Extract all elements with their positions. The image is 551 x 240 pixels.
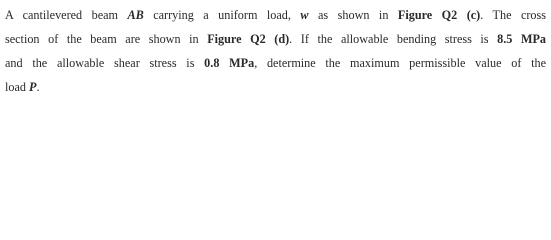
text-line (5, 3, 546, 27)
text-line (5, 27, 546, 51)
text-run: as shown in (308, 8, 398, 22)
text-run: A cantilevered beam (5, 8, 128, 22)
text-run: section of the beam are shown in (5, 32, 208, 46)
symbol-run (300, 8, 308, 22)
text-run: carrying a uniform load, (143, 8, 301, 22)
bold-run: 0.8 MPa (204, 56, 255, 70)
text-line (5, 75, 546, 99)
text-run: . (36, 80, 40, 94)
bold-run: 8.5 MPa (497, 32, 546, 46)
emphasized-symbol: AB (127, 8, 144, 22)
text-run: . If the allowable bending stress is (289, 32, 498, 46)
emphasized-symbol: P (29, 80, 37, 94)
text-run: , determine the maximum permissible value of the (254, 56, 546, 70)
emphasized-symbol: w (300, 8, 309, 22)
bold-run: Figure Q2 (c) (397, 8, 481, 22)
text-run: load (5, 80, 30, 94)
text-run: and the allowable shear stress is (5, 56, 205, 70)
text-line (5, 51, 546, 75)
text-run: . The cross (480, 8, 546, 22)
question-text (5, 3, 546, 99)
symbol-run (127, 8, 143, 22)
bold-run: Figure Q2 (d) (207, 32, 290, 46)
